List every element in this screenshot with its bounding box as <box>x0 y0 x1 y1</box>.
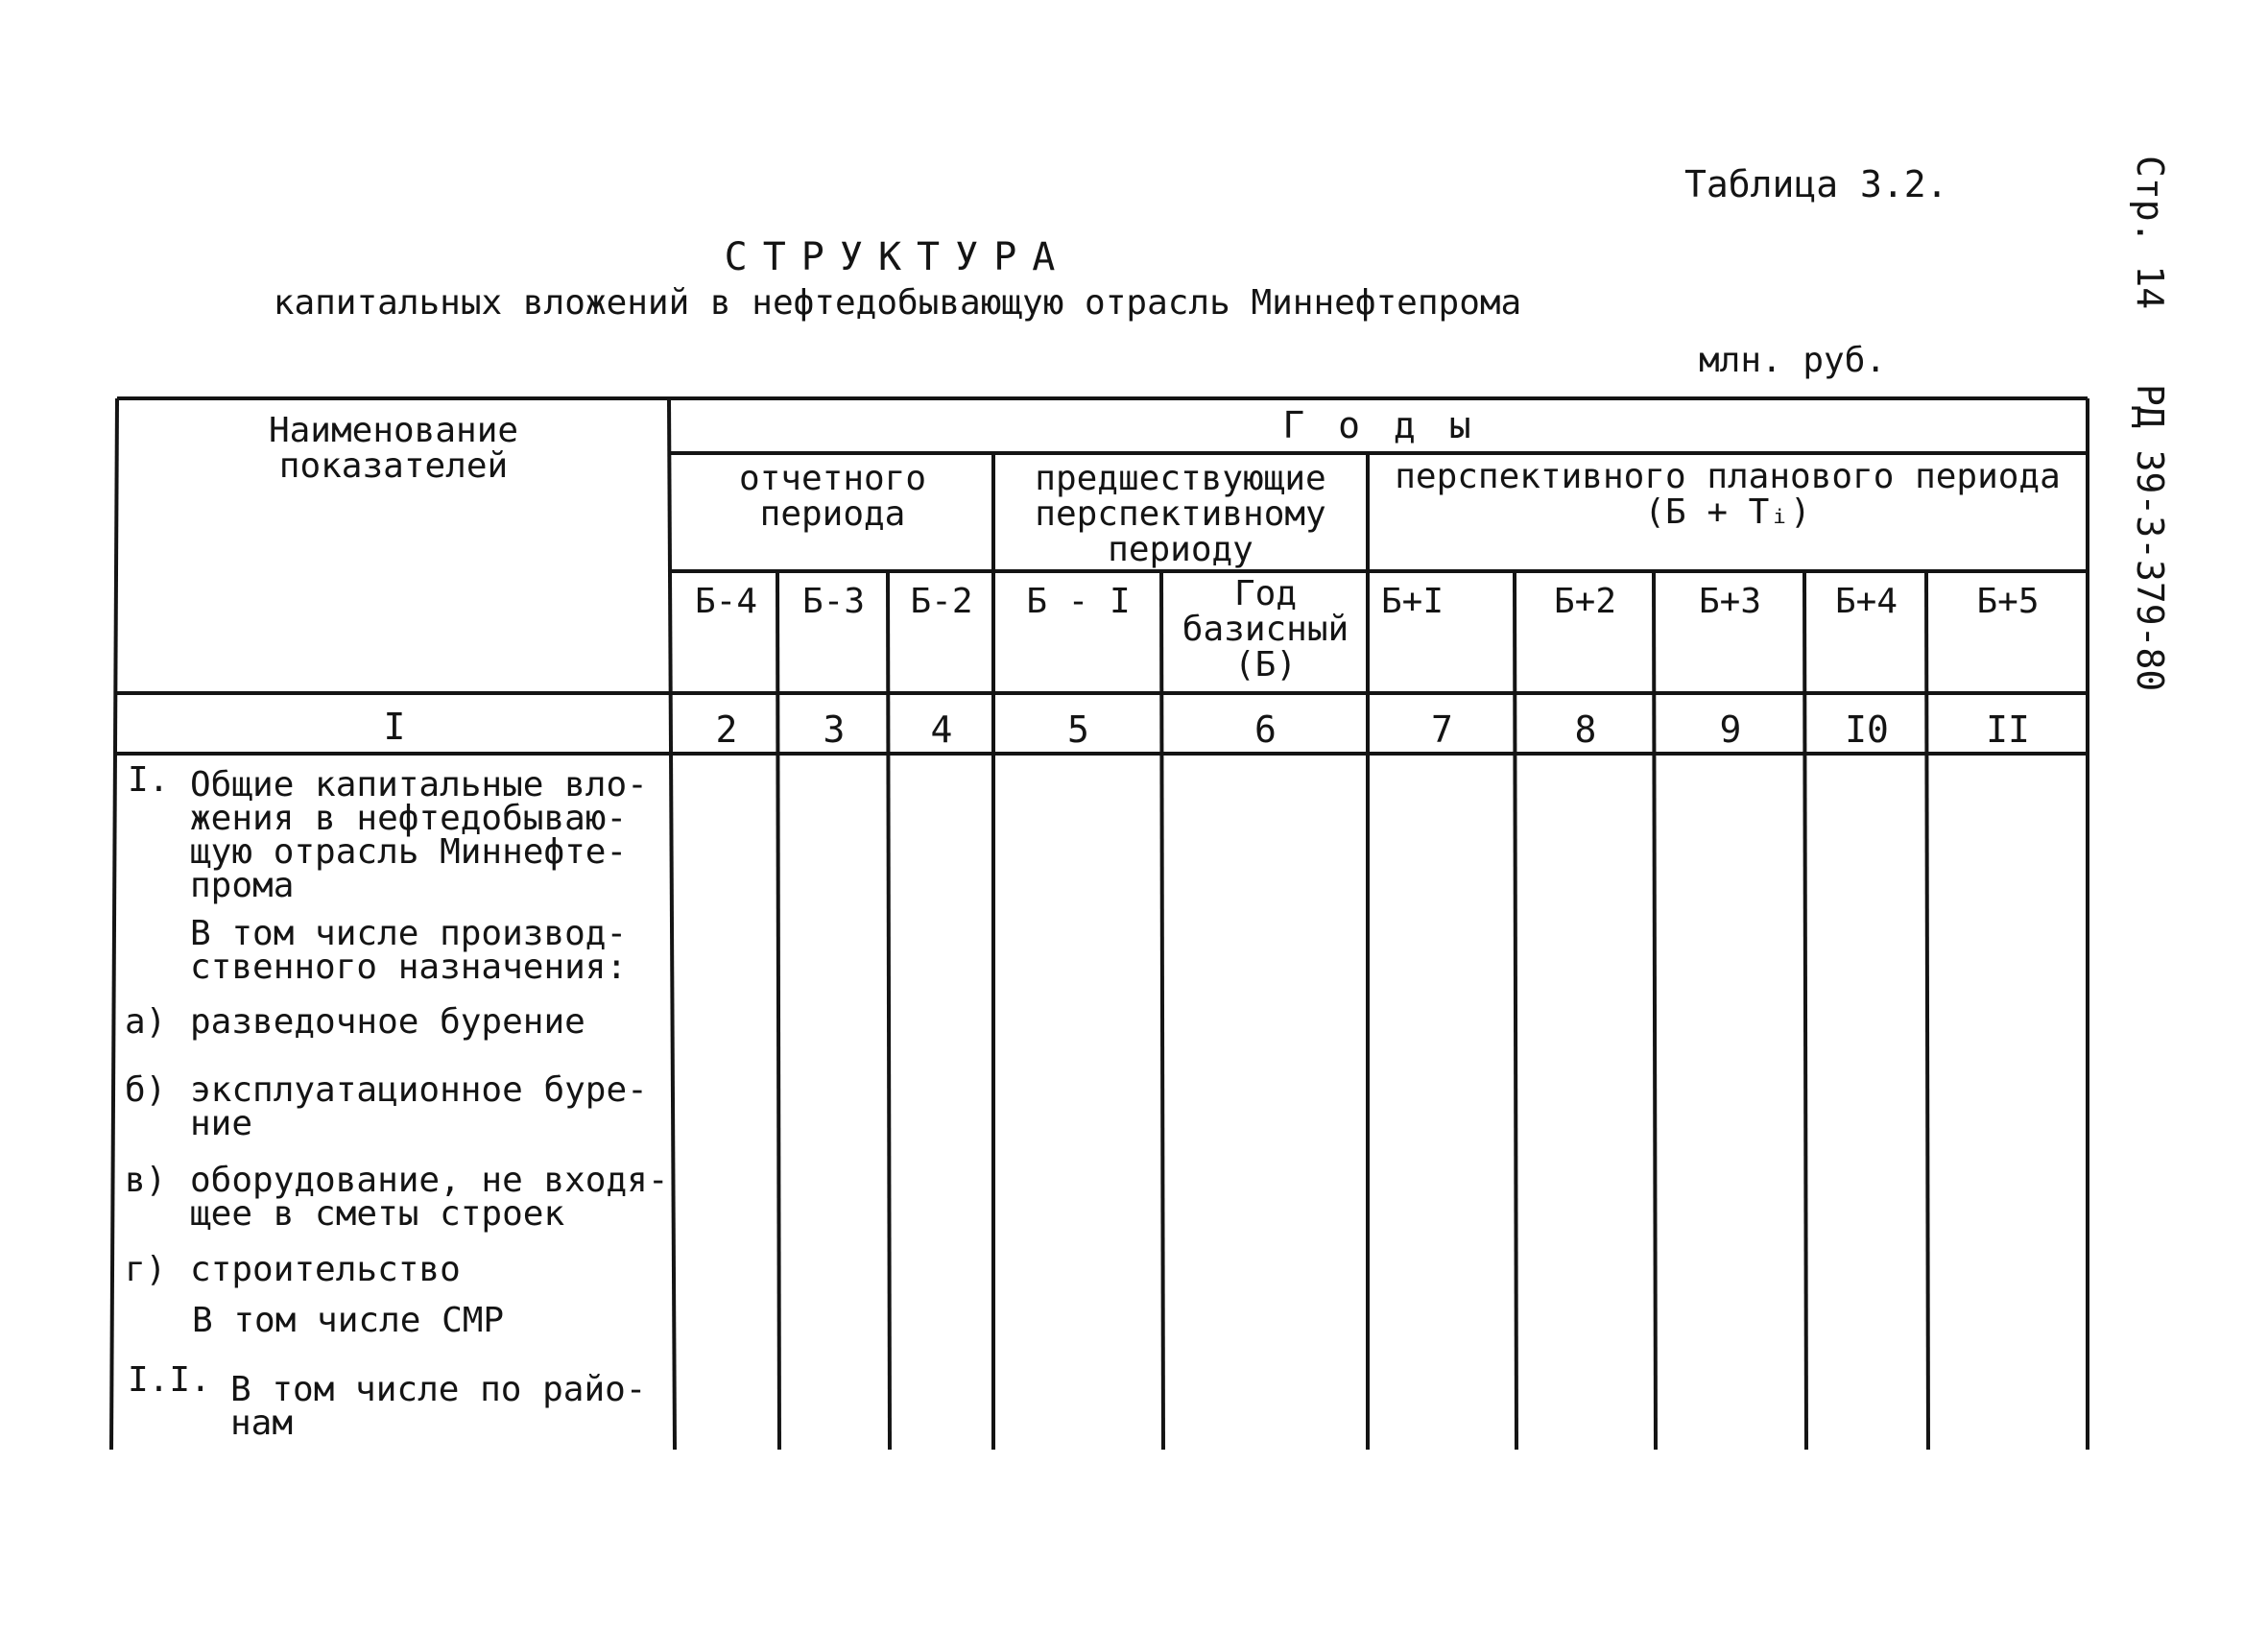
row-marker: I. <box>128 760 170 800</box>
column-header: Б-2 <box>910 582 973 621</box>
page-number: Стр. 14 <box>2129 156 2171 310</box>
column-header: Б+3 <box>1698 582 1762 621</box>
row-label: разведочное бурение <box>190 1002 585 1042</box>
column-number: 6 <box>1254 708 1277 751</box>
column-number: II <box>1986 708 2030 751</box>
document-subtitle: капитальных вложений в нефтедобывающую отрасль Миннефтепрома <box>273 283 1522 323</box>
row-label: строительство <box>190 1250 461 1289</box>
column-number: 3 <box>823 708 846 751</box>
document-code: РД 39-3-379-80 <box>2129 384 2171 692</box>
row-label: эксплуатационное буре- ние <box>190 1070 648 1143</box>
row-marker: в) <box>125 1161 167 1200</box>
column-number: 7 <box>1431 708 1453 751</box>
column-number: 9 <box>1719 708 1742 751</box>
row-marker: а) <box>125 1002 167 1042</box>
column-number: 2 <box>715 708 738 751</box>
row-label: оборудование, не входя- щее в сметы строек <box>190 1161 669 1234</box>
column-number: I <box>383 706 406 748</box>
group-preceding-period: предшествующие перспективному периоду <box>1035 459 1326 569</box>
column-header: Б+4 <box>1834 582 1898 621</box>
group-perspective-period: перспективного планового периода (Б + Tᵢ) <box>1395 457 2061 532</box>
column-header: Б - I <box>1026 582 1131 621</box>
document-title: СТРУКТУРА <box>724 235 1071 279</box>
row-marker: б) <box>125 1070 167 1110</box>
table-caption: Таблица 3.2. <box>1684 163 1948 205</box>
column-header: Б+I <box>1381 582 1444 621</box>
column-number: I0 <box>1845 708 1889 751</box>
name-column-header: Наименование показателей <box>268 411 519 486</box>
row-label: В том числе СМР <box>192 1301 505 1340</box>
column-header: Б-3 <box>801 582 866 621</box>
column-number: 8 <box>1574 708 1597 751</box>
column-number: 5 <box>1067 708 1089 751</box>
row-label: В том числе по райо- нам <box>230 1370 647 1443</box>
column-header: Б-4 <box>694 582 758 621</box>
years-header: Г о д ы <box>1282 404 1477 446</box>
row-label: Общие капитальные вло- жения в нефтедобываю- щую отрасль Миннефте- прома <box>190 765 648 905</box>
column-number: 4 <box>930 708 953 751</box>
column-header: Б+5 <box>1976 582 2040 621</box>
row-marker: I.I. <box>128 1360 211 1400</box>
column-header: Б+2 <box>1553 582 1617 621</box>
row-label: В том числе производ- ственного назначения: <box>190 914 628 987</box>
group-reporting-period: отчетного периода <box>738 459 927 534</box>
row-marker: г) <box>125 1250 167 1289</box>
column-header: Год базисный (Б) <box>1182 574 1349 684</box>
units-label: млн. руб. <box>1699 341 1887 380</box>
